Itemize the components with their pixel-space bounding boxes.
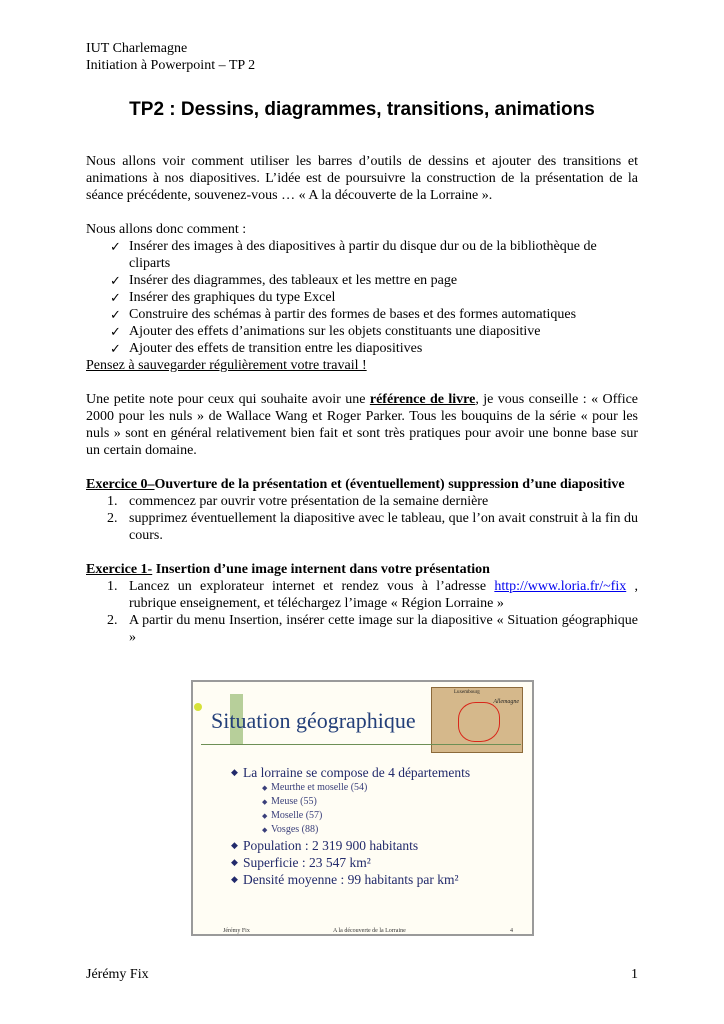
slide-footer-title: A la découverte de la Lorraine [333, 928, 406, 934]
document-title: TP2 : Dessins, diagrammes, transitions, animations [129, 99, 595, 120]
diamond-bullet-icon: ◆ [231, 767, 238, 777]
list-item: ✓ Ajouter des effets de transition entre les diapositives [110, 341, 423, 356]
list-item: 2. supprimez éventuellement la diapositive avec le tableau, que l’on avait construit à la fin du cours. [107, 511, 638, 543]
diamond-bullet-icon: ◆ [231, 857, 238, 867]
diamond-bullet-icon: ◆ [262, 826, 268, 834]
header-course: Initiation à Powerpoint – TP 2 [86, 58, 256, 73]
exercise0-steps [86, 493, 638, 544]
list-item: ✓ Ajouter des effets d’animations sur les objets constituants une diapositive [110, 324, 541, 339]
footer-author: Jérémy Fix [86, 967, 149, 982]
exercise1-steps [86, 578, 638, 646]
region-outline [458, 702, 500, 742]
save-note: Pensez à sauvegarder régulièrement votre travail ! [86, 358, 367, 373]
slide-title: Situation géographique [211, 708, 416, 733]
slide-divider [201, 744, 521, 745]
list-item: ✓ Insérer des images à des diapositives à partir du disque dur ou de la bibliothèque de cliparts [110, 239, 597, 271]
slide-sub-bullet: ◆ Vosges (88) [262, 824, 319, 835]
check-icon: ✓ [110, 341, 121, 356]
slide-bullet: ◆ Superficie : 23 547 km² [231, 855, 371, 870]
slide-sub-bullet: ◆ Meuse (55) [262, 796, 317, 807]
page-number: 1 [631, 967, 638, 982]
slide-sub-bullet: ◆ Moselle (57) [262, 810, 323, 821]
slide-preview-image [191, 680, 534, 936]
book-reference: référence de livre [369, 392, 476, 407]
list-intro: Nous allons donc comment : [86, 222, 247, 237]
slide-footer-page: 4 [510, 928, 513, 934]
exercise1-title: Exercice 1- Insertion d’une image internent dans votre présentation [86, 562, 490, 577]
diamond-bullet-icon: ◆ [262, 784, 268, 792]
slide-decor-dot [194, 703, 202, 711]
intro-paragraph: Nous allons voir comment utiliser les barres d’outils de dessins et ajouter des transitions et animations à nos diapositives. L’idée est de poursuivre la construction de la présentation de la séance précédente, souvenez-vous … « A la découverte de la Lorraine ». [86, 154, 638, 203]
exercise0-title: Exercice 0–Ouverture de la présentation et (éventuellement) suppression d’une diapositive [86, 477, 625, 492]
list-item: ✓ Insérer des diagrammes, des tableaux et les mettre en page [110, 273, 458, 288]
slide-bullet: ◆ Population : 2 319 900 habitants [231, 838, 419, 853]
slide-footer-author: Jérémy Fix [223, 928, 250, 934]
list-item: 2. A partir du menu Insertion, insérer cette image sur la diapositive « Situation géographique » [107, 613, 638, 645]
slide-bullet: ◆ La lorraine se compose de 4 départements [231, 765, 471, 780]
slide-bullet: ◆ Densité moyenne : 99 habitants par km² [231, 872, 459, 887]
list-item: 1. commencez par ouvrir votre présentation de la semaine dernière [107, 494, 489, 509]
loria-link[interactable]: http://www.loria.fr/~fix [494, 579, 627, 594]
diamond-bullet-icon: ◆ [231, 874, 238, 884]
list-item: ✓ Insérer des graphiques du type Excel [110, 290, 336, 305]
check-icon: ✓ [110, 273, 121, 288]
diamond-bullet-icon: ◆ [231, 840, 238, 850]
diamond-bullet-icon: ◆ [262, 812, 268, 820]
document-header [86, 40, 638, 74]
check-icon: ✓ [110, 307, 121, 322]
header-institution: IUT Charlemagne [86, 41, 188, 56]
check-icon: ✓ [110, 324, 121, 339]
diamond-bullet-icon: ◆ [262, 798, 268, 806]
document-footer [86, 966, 638, 983]
reference-paragraph: Une petite note pour ceux qui souhaite avoir une référence de livre, je vous conseille : « Office 2000 pour les nuls » de Wallace Wang et Roger Parker. Tous les bouquins de la série « pour les nuls » sont en général relativement bien fait et sont très pratiques pour avoir une bonne base sur un certain domaine. [86, 392, 639, 458]
check-icon: ✓ [110, 290, 121, 305]
map-label-country: Allemagne [493, 699, 519, 705]
objectives-list [86, 238, 638, 357]
slide-sub-bullet: ◆ Meurthe et moselle (54) [262, 782, 368, 793]
list-item: ✓ Construire des schémas à partir des formes de bases et des formes automatiques [110, 307, 577, 322]
document-page [86, 40, 638, 646]
map-label-lux: Luxembourg [454, 690, 480, 695]
check-icon: ✓ [110, 239, 121, 254]
slide-content [231, 764, 531, 888]
list-item: 1. Lancez un explorateur internet et rendez vous à l’adresse http://www.loria.fr/~fix , rubrique enseignement, et téléchargez l’image « Région Lorraine » [107, 579, 639, 611]
